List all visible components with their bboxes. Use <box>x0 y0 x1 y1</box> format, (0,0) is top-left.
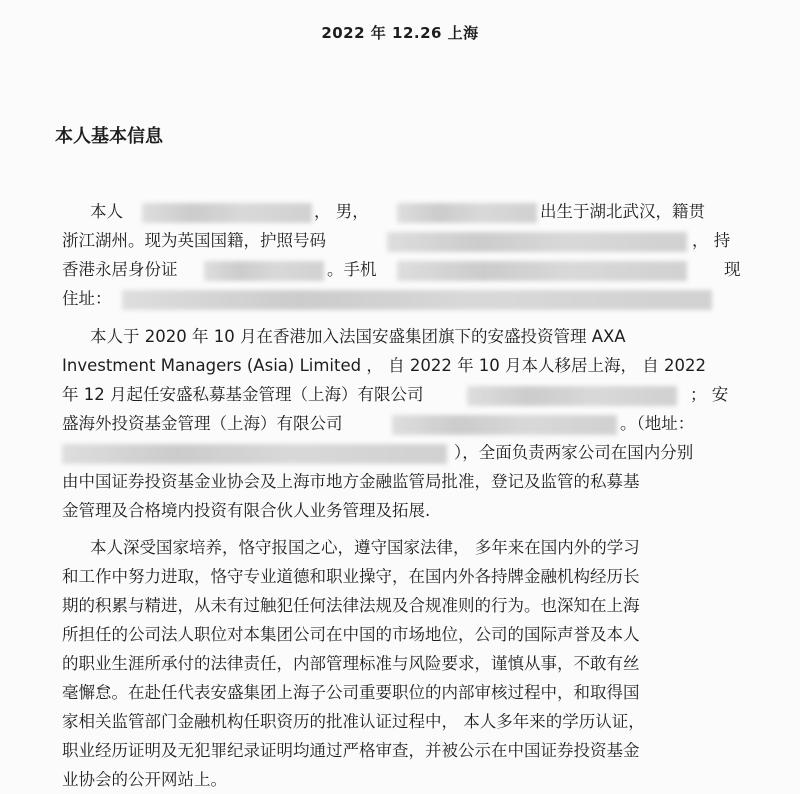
paragraph-basic-info <box>62 197 742 313</box>
text-segment: 由中国证券投资基金业协会及上海市地方金融监管局批准，登记及监管的私募基 <box>62 472 640 491</box>
text-line <box>62 736 742 765</box>
text-segment: 香港永居身份证 <box>62 260 178 279</box>
text-line <box>62 284 742 313</box>
text-line <box>62 255 742 284</box>
redacted-company-info <box>467 386 677 406</box>
text-segment: 。（地址： <box>620 414 695 433</box>
text-segment: 本人深受国家培养，恪守报国之心，遵守国家法律， 多年来在国内外的学习 <box>90 538 640 557</box>
text-line <box>62 533 742 562</box>
redacted-phone <box>397 261 687 281</box>
text-segment: ， 持 <box>692 231 731 250</box>
text-segment: 业协会的公开网站上。 <box>62 770 227 789</box>
text-line <box>62 438 742 467</box>
text-segment: 年 12 月起任安盛私募基金管理（上海）有限公司 <box>62 385 424 404</box>
text-segment: 盛海外投资基金管理（上海）有限公司 <box>62 414 343 433</box>
redacted-birth <box>397 203 537 223</box>
text-segment: 住址： <box>62 289 112 308</box>
text-segment: 所担任的公司法人职位对本集团公司在中国的市场地位，公司的国际声誉及本人 <box>62 625 640 644</box>
redacted-company-address <box>62 444 447 464</box>
text-segment: 金管理及合格境内投资有限合伙人业务管理及拓展. <box>62 501 431 520</box>
text-line <box>62 496 742 525</box>
section-title: 本人基本信息 <box>55 126 163 147</box>
text-line <box>62 197 742 226</box>
text-segment: 。手机 <box>327 260 377 279</box>
text-line <box>62 707 742 736</box>
redacted-passport <box>387 232 687 252</box>
text-segment: ， 男， <box>314 202 369 221</box>
paragraph-employment <box>62 322 742 525</box>
text-line <box>62 322 742 351</box>
text-line <box>62 351 742 380</box>
text-line <box>62 409 742 438</box>
text-line <box>62 467 742 496</box>
text-segment: 毫懈怠。在赴任代表安盛集团上海子公司重要职位的内部审核过程中，和取得国 <box>62 683 640 702</box>
text-line <box>62 226 742 255</box>
text-segment: ； 安 <box>690 385 729 404</box>
text-segment: 期的积累与精进，从未有过触犯任何法律法规及合规准则的行为。也深知在上海 <box>62 596 640 615</box>
text-line <box>62 562 742 591</box>
text-segment: 职业经历证明及无犯罪纪录证明均通过严格审查，并被公示在中国证券投资基金 <box>62 741 640 760</box>
text-segment: 的职业生涯所承付的法律责任，内部管理标准与风险要求，谨慎从事，不敢有丝 <box>62 654 640 673</box>
redacted-id-number <box>204 261 324 281</box>
text-segment: 浙江湖州。现为英国国籍，护照号码 <box>62 231 326 250</box>
text-segment: ），全面负责两家公司在国内分别 <box>454 443 694 462</box>
text-segment: 出生于湖北武汉，籍贯 <box>540 202 705 221</box>
text-segment: 家相关监管部门金融机构任职资历的批准认证过程中， 本人多年来的学历认证， <box>62 712 645 731</box>
text-line <box>62 765 742 794</box>
redacted-address <box>122 290 712 310</box>
text-segment: 本人于 2020 年 10 月在香港加入法国安盛集团旗下的安盛投资管理 AXA <box>90 327 626 346</box>
text-line <box>62 678 742 707</box>
text-line <box>62 649 742 678</box>
redacted-company-info <box>392 415 617 435</box>
text-line <box>62 620 742 649</box>
text-segment: 现 <box>724 260 741 279</box>
date-location-header: 2022 年 12.26 上海 <box>321 24 479 42</box>
text-segment: 本人 <box>90 202 123 221</box>
text-segment: 和工作中努力进取，恪守专业道德和职业操守，在国内外各持牌金融机构经历长 <box>62 567 640 586</box>
text-line <box>62 591 742 620</box>
text-line <box>62 380 742 409</box>
paragraph-conduct <box>62 533 742 794</box>
redacted-name <box>142 203 312 223</box>
text-segment: Investment Managers (Asia) Limited ， 自 2022 年 10 月本人移居上海， 自 2022 <box>62 356 707 375</box>
